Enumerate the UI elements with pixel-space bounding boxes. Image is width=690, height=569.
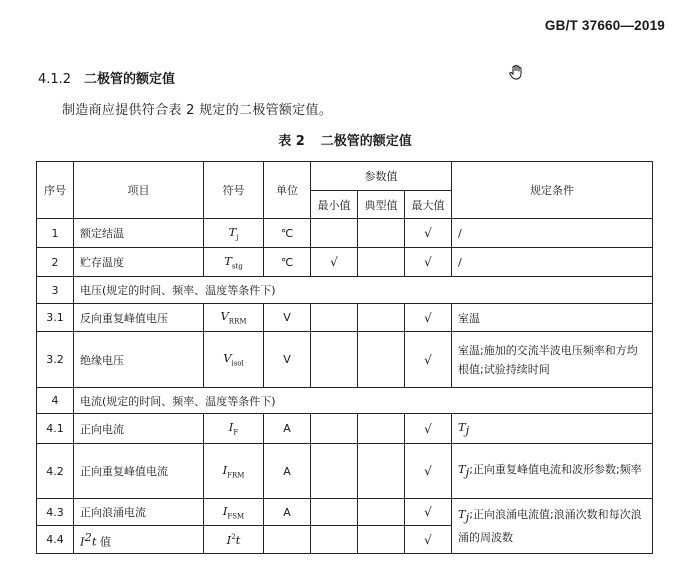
row-unit [264, 526, 311, 554]
row-typ [358, 248, 405, 277]
header-conditions: 规定条件 [452, 162, 653, 219]
row-unit: V [264, 304, 311, 332]
header-no: 序号 [37, 162, 74, 219]
row-max: √ [405, 248, 452, 277]
row-condition: $T_j$;正向浪涌电流值;浪涌次数和每次浪涌的周波数 [452, 499, 653, 554]
row-typ [358, 304, 405, 332]
row-no: 4.3 [37, 499, 74, 526]
header-params: 参数值 [311, 162, 452, 191]
row-max: √ [405, 414, 452, 444]
row-symbol: $T_j$ [204, 219, 264, 248]
row-min [311, 526, 358, 554]
row-typ [358, 219, 405, 248]
row-symbol: $I_{FRM}$ [204, 444, 264, 499]
row-item: 贮存温度 [74, 248, 204, 277]
row-condition: / [452, 219, 653, 248]
row-max: √ [405, 304, 452, 332]
row-no: 4.2 [37, 444, 74, 499]
row-symbol: $I_{FSM}$ [204, 499, 264, 526]
header-item: 项目 [74, 162, 204, 219]
row-item: 反向重复峰值电压 [74, 304, 204, 332]
table-row [37, 332, 653, 388]
row-item: 正向浪涌电流 [74, 499, 204, 526]
header-symbol: 符号 [204, 162, 264, 219]
row-condition: / [452, 248, 653, 277]
row-max: √ [405, 444, 452, 499]
row-typ [358, 526, 405, 554]
header-max: 最大值 [405, 191, 452, 219]
table-row [37, 499, 653, 526]
hand-cursor-icon [508, 64, 524, 80]
row-condition: $T_j$ [452, 414, 653, 444]
row-no: 3.1 [37, 304, 74, 332]
row-item: 额定结温 [74, 219, 204, 248]
row-typ [358, 414, 405, 444]
row-min [311, 332, 358, 388]
row-typ [358, 332, 405, 388]
row-no: 3 [37, 277, 74, 304]
section-heading [38, 68, 175, 87]
table-section-row [37, 277, 653, 304]
section-title: 二极管的额定值 [84, 72, 176, 87]
row-unit: ℃ [264, 248, 311, 277]
row-no: 4.1 [37, 414, 74, 444]
row-no: 4 [37, 388, 74, 414]
row-max: √ [405, 332, 452, 388]
header-typ: 典型值 [358, 191, 405, 219]
row-item: 正向重复峰值电流 [74, 444, 204, 499]
row-unit: V [264, 332, 311, 388]
row-condition: 室温;施加的交流半波电压频率和方均根值;试验持续时间 [452, 332, 653, 388]
row-condition: 室温 [452, 304, 653, 332]
table-row [37, 248, 653, 277]
header-unit: 单位 [264, 162, 311, 219]
table-caption-number: 表 2 [278, 134, 305, 149]
standard-code: GB/T 37660—2019 [544, 18, 665, 33]
row-symbol: $T_{stg}$ [204, 248, 264, 277]
table-row [37, 219, 653, 248]
row-no: 1 [37, 219, 74, 248]
row-item: 正向电流 [74, 414, 204, 444]
row-min [311, 414, 358, 444]
row-no: 4.4 [37, 526, 74, 554]
diode-ratings-table [36, 161, 653, 554]
table-row [37, 444, 653, 499]
table-section-row [37, 388, 653, 414]
table-row [37, 414, 653, 444]
row-min [311, 219, 358, 248]
row-symbol: $I^2t$ [204, 526, 264, 554]
table-header-row [37, 162, 653, 191]
row-symbol: $V_{RRM}$ [204, 304, 264, 332]
row-no: 3.2 [37, 332, 74, 388]
row-unit: A [264, 444, 311, 499]
row-max: √ [405, 219, 452, 248]
row-min [311, 444, 358, 499]
row-item: 绝缘电压 [74, 332, 204, 388]
row-unit: A [264, 414, 311, 444]
row-typ [358, 444, 405, 499]
row-min [311, 499, 358, 526]
section-number: 4.1.2 [38, 72, 72, 87]
row-min [311, 304, 358, 332]
table-caption-title: 二极管的额定值 [320, 134, 412, 149]
row-section-title: 电压(规定的时间、频率、温度等条件下) [74, 277, 653, 304]
row-symbol: $I_F$ [204, 414, 264, 444]
row-typ [358, 499, 405, 526]
row-max: √ [405, 526, 452, 554]
intro-paragraph: 制造商应提供符合表 2 规定的二极管额定值。 [62, 103, 333, 118]
header-min: 最小值 [311, 191, 358, 219]
row-unit: ℃ [264, 219, 311, 248]
table-row [37, 304, 653, 332]
row-max: √ [405, 499, 452, 526]
row-unit: A [264, 499, 311, 526]
row-min: √ [311, 248, 358, 277]
table-caption [0, 130, 690, 149]
row-no: 2 [37, 248, 74, 277]
row-section-title: 电流(规定的时间、频率、温度等条件下) [74, 388, 653, 414]
row-item: $I^2t$ 值 [74, 526, 204, 554]
row-symbol: $V_{isol}$ [204, 332, 264, 388]
row-condition: $T_j$;正向重复峰值电流和波形参数;频率 [452, 444, 653, 499]
